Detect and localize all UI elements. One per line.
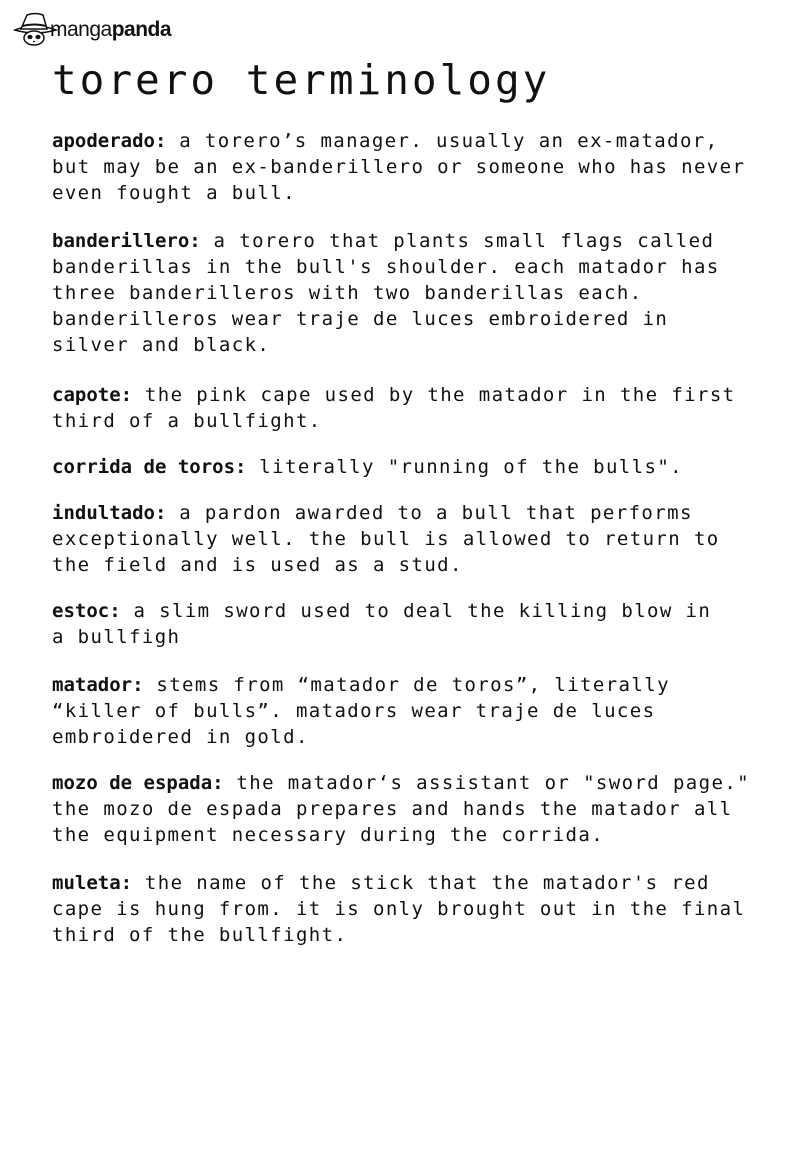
glossary-entry-muleta [52, 870, 745, 948]
glossary-term: estoc: [52, 600, 121, 622]
glossary-term: capote: [52, 384, 133, 406]
glossary-definition-continued: banderillas in the bull's shoulder. each matador has three banderilleros with two banderillas each. banderilleros wear traje de luces embroidered in silver and black. [52, 256, 720, 356]
glossary-definition-continued: “killer of bulls”. matadors wear traje de luces embroidered in gold. [52, 700, 656, 748]
glossary-definition-first-line: literally "running of the bulls". [246, 456, 683, 478]
glossary-definition-continued: the mozo de espada prepares and hands the matador all the equipment necessary during the corrida. [52, 798, 733, 846]
glossary-entry-banderillero [52, 228, 720, 358]
glossary-entry-estoc [52, 598, 711, 650]
glossary-term: apoderado: [52, 130, 167, 152]
glossary-definition-first-line: a torero that plants small flags called [200, 230, 715, 252]
page-title: torero terminology [52, 56, 551, 104]
glossary-definition-continued: cape is hung from. it is only brought out in the final third of the bullfight. [52, 898, 746, 946]
glossary-entry-matador [52, 672, 670, 750]
glossary-entry-apoderado [52, 128, 745, 206]
logo-text-panda: panda [111, 18, 172, 41]
glossary-definition-first-line: a slim sword used to deal the killing blow in [120, 600, 712, 622]
glossary-entry-corrida-de-toros [52, 454, 683, 480]
glossary-definition-first-line: the name of the stick that the matador's red [132, 872, 710, 894]
glossary-term: banderillero: [52, 230, 201, 252]
logo-text-manga: manga [50, 18, 112, 41]
logo-wordmark [50, 18, 171, 42]
glossary-definition-continued: a bullfigh [52, 626, 181, 648]
glossary-term: mozo de espada: [52, 772, 224, 794]
glossary-definition-continued: exceptionally well. the bull is allowed to return to the field and is used as a stud. [52, 528, 720, 576]
glossary-definition-first-line: the matador‘s assistant or "sword page." [223, 772, 750, 794]
glossary-term: indultado: [52, 502, 167, 524]
glossary-term: matador: [52, 674, 144, 696]
glossary-definition-first-line: the pink cape used by the matador in the first [132, 384, 736, 406]
glossary-entry-capote [52, 382, 736, 434]
glossary-entry-indultado [52, 500, 720, 578]
glossary-definition-continued: third of a bullfight. [52, 410, 322, 432]
glossary-term: muleta: [52, 872, 133, 894]
glossary-definition-first-line: stems from “matador de toros”, literally [143, 674, 670, 696]
glossary-term: corrida de toros: [52, 456, 247, 478]
glossary-entry-mozo-de-espada [52, 770, 750, 848]
glossary-definition-first-line: a pardon awarded to a bull that performs [166, 502, 693, 524]
glossary-definition-first-line: a torero’s manager. usually an ex-matador, [166, 130, 719, 152]
glossary-definition-continued: but may be an ex-banderillero or someone who has never even fought a bull. [52, 156, 746, 204]
site-logo[interactable] [12, 8, 171, 48]
